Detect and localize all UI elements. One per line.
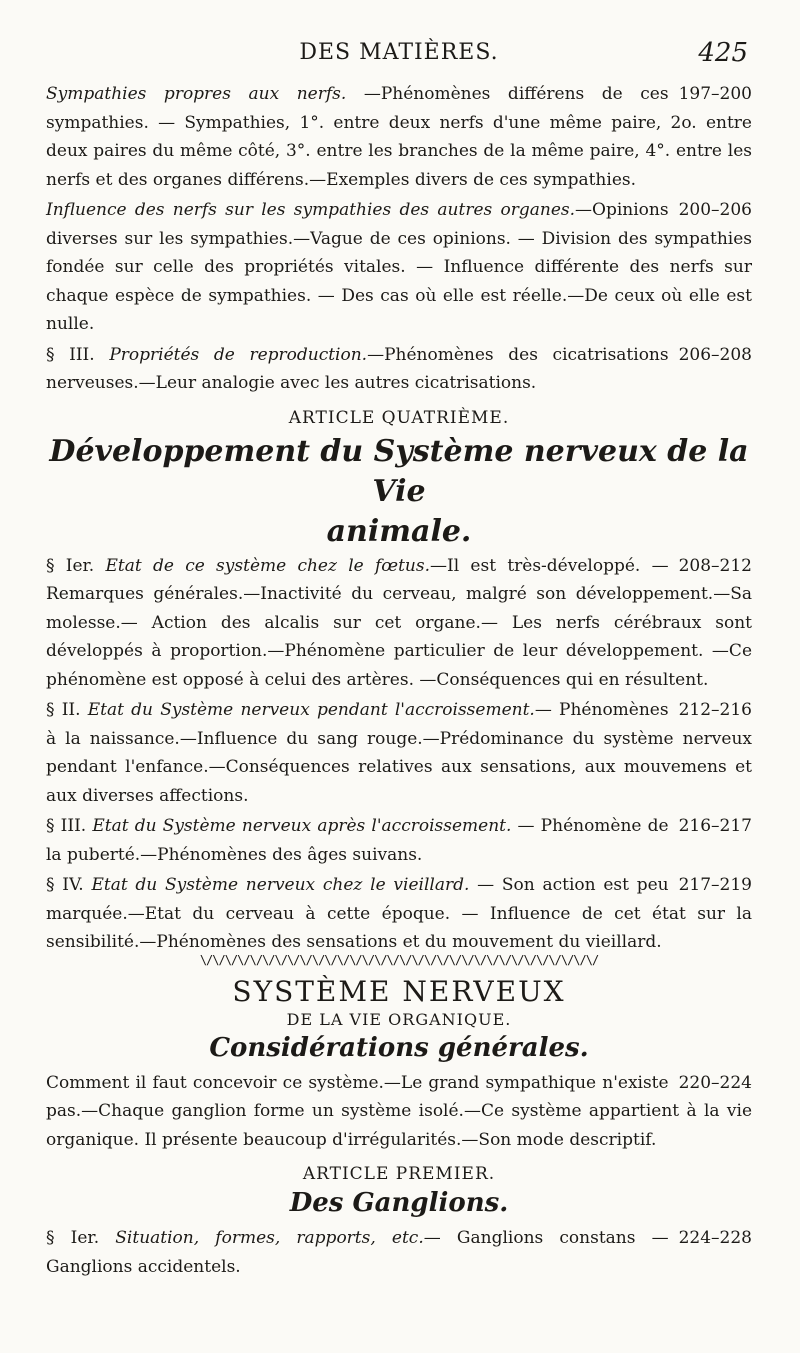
entry-text: Comment il faut concevoir ce système.—Le grand sympathique n'existe pas.—Chaque ganglion forme un système isolé.—Ce système appartient à la vie organique. Il présente beaucoup d'irrégularités.—Son mode descriptif. (46, 1072, 752, 1150)
article-four-title-1: Développement du Système nerveux de la Vie (49, 433, 749, 509)
entry-text: — Phénomènes à la naissance.—Influence du sang rouge.—Prédominance du système nerveux pendant l'enfance.—Conséquences relatives aux sensations, aux mouvemens et aux diverses affections. (46, 700, 752, 806)
entry-number: § III. (46, 816, 87, 836)
entry-heading: Influence des nerfs sur les sympathies des autres organes. (46, 200, 576, 220)
entry-heading: Etat du Système nerveux pendant l'accroissement. (87, 700, 535, 720)
entry-pages: 200–206 (678, 200, 752, 220)
entry-text: —Opinions diverses sur les sympathies.—Vague de ces opinions. — Division des sympathies fondée sur celle des propriétés vitales. — Influence différente des nerfs sur chaque espèce de sympathies. — Des cas où elle est réelle.—De ceux où elle est nulle. (46, 200, 752, 334)
entry-pages: 220–224 (678, 1072, 752, 1093)
header-title: DES MATIÈRES. (299, 40, 499, 65)
general-considerations-heading: Considérations générales. (209, 1032, 589, 1063)
entry-text: — Son action est peu marquée.—Etat du cerveau à cette époque. — Influence de cet état sur la sensibilité.—Phénomènes des sensations et du mouvement du vieillard. (46, 875, 752, 952)
article-one-title: Des Ganglions. (289, 1188, 509, 1218)
entry-number: § Ier. (46, 555, 95, 576)
entry-number: § III. (46, 344, 95, 365)
entry-pages: 224–228 (678, 1228, 752, 1248)
entry-number: § II. (46, 700, 81, 720)
section-title: SYSTÈME NERVEUX (232, 974, 566, 1008)
entry-text: —Phénomènes différens de ces sympathies. — Sympathies, 1°. entre deux nerfs d'une même paire, 2o. entre deux paires du même côté, 3°. entre les branches de la même paire, 4°. entre les nerfs et des organes différens.—Exemples divers de ces sympathies. (46, 84, 752, 190)
toc-entry (46, 196, 752, 339)
toc-entry (46, 812, 752, 869)
toc-entry (46, 341, 752, 398)
article-four-title-2: animale. (326, 513, 472, 549)
entry-heading: Situation, formes, rapports, etc. (115, 1228, 424, 1248)
entries-development (46, 552, 752, 957)
entry-text: —Phénomènes des cicatrisations nerveuses.—Leur analogie avec les autres cicatrisations. (46, 344, 669, 393)
toc-entry (46, 1224, 752, 1281)
toc-entry (46, 80, 752, 194)
entries-general (46, 1069, 752, 1155)
toc-entry (46, 871, 752, 957)
article-one-label: ARTICLE PREMIER. (302, 1164, 496, 1184)
entry-number: § IV. (46, 875, 84, 895)
entry-heading: Sympathies propres aux nerfs. (46, 84, 347, 104)
entry-text: — Phénomène de la puberté.—Phénomènes des âges suivans. (46, 816, 669, 865)
entries-ganglions (46, 1224, 752, 1281)
toc-entry (46, 552, 752, 695)
entry-pages: 212–216 (678, 700, 752, 720)
entry-text: —Il est très-développé. — Remarques générales.—Inactivité du cerveau, malgré son développement.—Sa molesse.— Action des alcalis sur cet organe.— Les nerfs cérébraux sont développés à proportion.—Phénomène particulier de leur développement. —Ce phénomène est opposé à celui des artères. —Conséquences qui en résultent. (46, 555, 752, 690)
toc-entry (46, 696, 752, 810)
entry-number: § Ier. (46, 1228, 100, 1248)
toc-entry (46, 1069, 752, 1155)
entry-heading: Etat de ce système chez le fœtus. (105, 555, 430, 576)
entries-top (46, 80, 752, 398)
entry-heading: Propriétés de reproduction. (109, 344, 368, 365)
entry-pages: 197–200 (678, 84, 752, 104)
entry-heading: Etat du Système nerveux chez le vieillard. (91, 875, 470, 895)
entry-pages: 217–219 (678, 875, 752, 895)
article-four-label: ARTICLE QUATRIÈME. (288, 407, 510, 428)
page-number: 425 (698, 38, 748, 68)
running-header (46, 34, 752, 80)
ornament-rule: \/\/\/\/\/\/\/\/\/\/\/\/\/\/\/\/\/\/\/\/\/\/\/\/\/\/\/\/\/\/\/\/ (199, 952, 599, 967)
entry-pages: 206–208 (678, 344, 752, 365)
section-subtitle: DE LA VIE ORGANIQUE. (286, 1009, 512, 1029)
entry-text: — Ganglions constans — Ganglions accidentels. (46, 1228, 669, 1277)
entry-heading: Etat du Système nerveux après l'accroissement. (92, 816, 512, 836)
entry-pages: 216–217 (678, 816, 752, 836)
entry-pages: 208–212 (678, 555, 752, 576)
